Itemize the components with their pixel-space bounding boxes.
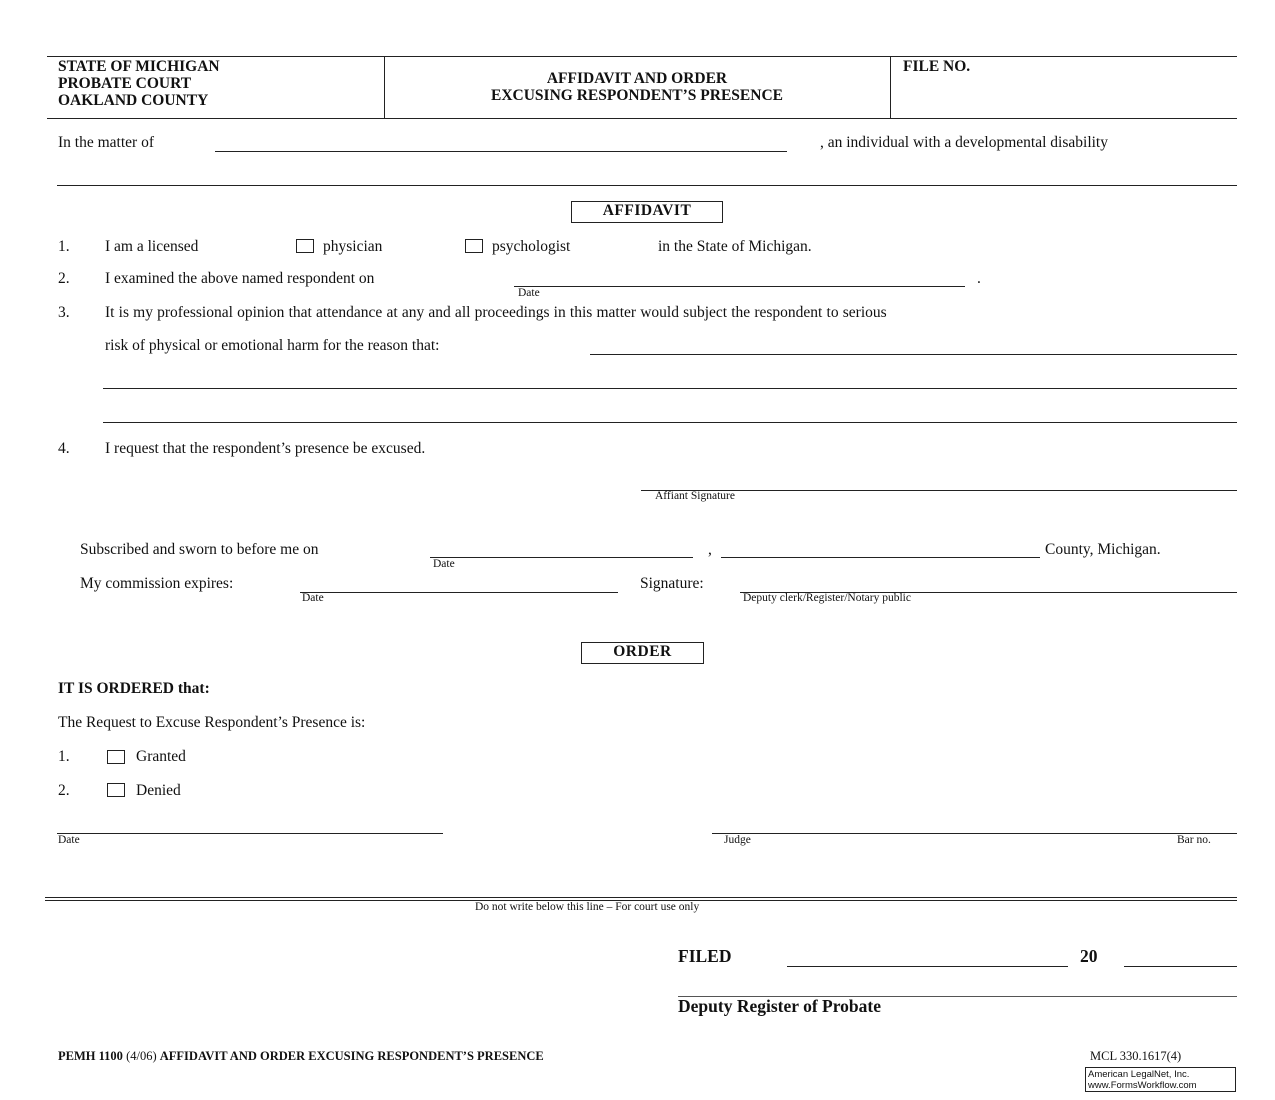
publisher-brand xyxy=(1085,1067,1236,1092)
item3-line2: risk of physical or emotional harm for the reason that: xyxy=(105,337,440,354)
matter-prefix: In the matter of xyxy=(58,134,154,151)
commission-date-field[interactable] xyxy=(300,592,618,593)
physician-label: physician xyxy=(323,238,383,255)
item3-number: 3. xyxy=(58,304,70,321)
affidavit-heading: AFFIDAVIT xyxy=(571,201,723,223)
county-field[interactable] xyxy=(721,557,1040,558)
request-text: The Request to Excuse Respondent’s Presence is: xyxy=(58,714,366,731)
item3-line1: It is my professional opinion that attendance at any and all proceedings in this matter would subject the respondent to serious xyxy=(105,304,887,321)
psychologist-label: psychologist xyxy=(492,238,571,255)
statute-reference: MCL 330.1617(4) xyxy=(1090,1049,1182,1063)
sworn-date-field[interactable] xyxy=(430,557,693,558)
bar-no-label: Bar no. xyxy=(1177,834,1211,846)
order-date-label: Date xyxy=(58,834,80,846)
psychologist-checkbox[interactable] xyxy=(465,239,483,253)
order-heading: ORDER xyxy=(581,642,704,664)
notary-signer-label: Deputy clerk/Register/Notary public xyxy=(743,592,911,604)
item1-number: 1. xyxy=(58,238,70,255)
reason-field-line1[interactable] xyxy=(590,354,1237,355)
item2-period: . xyxy=(977,270,981,287)
reason-field-line2[interactable] xyxy=(103,388,1237,389)
denied-number: 2. xyxy=(58,782,70,799)
form-footer-title: AFFIDAVIT AND ORDER EXCUSING RESPONDENT’S PRESENCE xyxy=(159,1049,544,1063)
filed-label: FILED xyxy=(678,946,732,966)
subscribed-text: Subscribed and sworn to before me on xyxy=(80,541,319,558)
respondent-name-field[interactable] xyxy=(215,151,787,152)
sworn-date-label: Date xyxy=(433,558,455,570)
notary-signature-text: Signature: xyxy=(640,575,704,592)
file-no-label: FILE NO. xyxy=(903,58,971,75)
it-is-ordered: IT IS ORDERED that: xyxy=(58,680,210,697)
publisher-url: www.FormsWorkflow.com xyxy=(1088,1080,1197,1091)
header-bottom-rule xyxy=(47,118,1237,119)
denied-label: Denied xyxy=(136,782,181,799)
examination-date-field[interactable] xyxy=(514,286,965,287)
denied-checkbox[interactable] xyxy=(107,783,125,797)
filed-year-field[interactable] xyxy=(1124,966,1237,967)
county-comma: , xyxy=(708,541,712,558)
court-use-note: Do not write below this line – For court use only xyxy=(475,901,700,913)
court-name-block xyxy=(58,58,220,109)
granted-label: Granted xyxy=(136,748,186,765)
form-id: PEMH 1100 xyxy=(58,1049,123,1063)
county-label: County, Michigan. xyxy=(1045,541,1161,558)
reason-field-line3[interactable] xyxy=(103,422,1237,423)
judge-signature-field[interactable] xyxy=(712,833,1237,834)
form-date: (4/06) xyxy=(126,1049,157,1063)
item2-text: I examined the above named respondent on xyxy=(105,270,375,287)
affiant-signature-label: Affiant Signature xyxy=(655,490,735,502)
court-use-rule-top xyxy=(45,897,1237,898)
court-type: PROBATE COURT xyxy=(58,75,192,92)
form-title-block xyxy=(384,70,890,104)
item4-text: I request that the respondent’s presence be excused. xyxy=(105,440,426,457)
item1-suffix: in the State of Michigan. xyxy=(658,238,812,255)
form-title-line1: AFFIDAVIT AND ORDER xyxy=(546,70,728,87)
publisher-name: American LegalNet, Inc. xyxy=(1088,1069,1190,1080)
item4-number: 4. xyxy=(58,440,70,457)
order-date-field[interactable] xyxy=(57,833,443,834)
form-title-line2: EXCUSING RESPONDENT’S PRESENCE xyxy=(491,87,783,104)
examination-date-label: Date xyxy=(518,287,540,299)
file-no-input[interactable] xyxy=(1005,60,1233,114)
item2-number: 2. xyxy=(58,270,70,287)
granted-number: 1. xyxy=(58,748,70,765)
judge-label: Judge xyxy=(724,834,751,846)
header-top-rule xyxy=(47,56,1237,57)
deputy-register-label: Deputy Register of Probate xyxy=(678,996,881,1016)
court-county: OAKLAND COUNTY xyxy=(58,92,209,109)
filed-date-field[interactable] xyxy=(787,966,1068,967)
matter-suffix: , an individual with a developmental disability xyxy=(820,134,1108,151)
commission-date-label: Date xyxy=(302,592,324,604)
header-divider-right xyxy=(890,56,891,118)
physician-checkbox[interactable] xyxy=(296,239,314,253)
matter-rule xyxy=(57,185,1237,186)
form-footer xyxy=(58,1049,544,1064)
item1-text: I am a licensed xyxy=(105,238,199,255)
court-state: STATE OF MICHIGAN xyxy=(58,58,220,75)
granted-checkbox[interactable] xyxy=(107,750,125,764)
commission-text: My commission expires: xyxy=(80,575,234,592)
filed-year-prefix: 20 xyxy=(1080,946,1098,966)
